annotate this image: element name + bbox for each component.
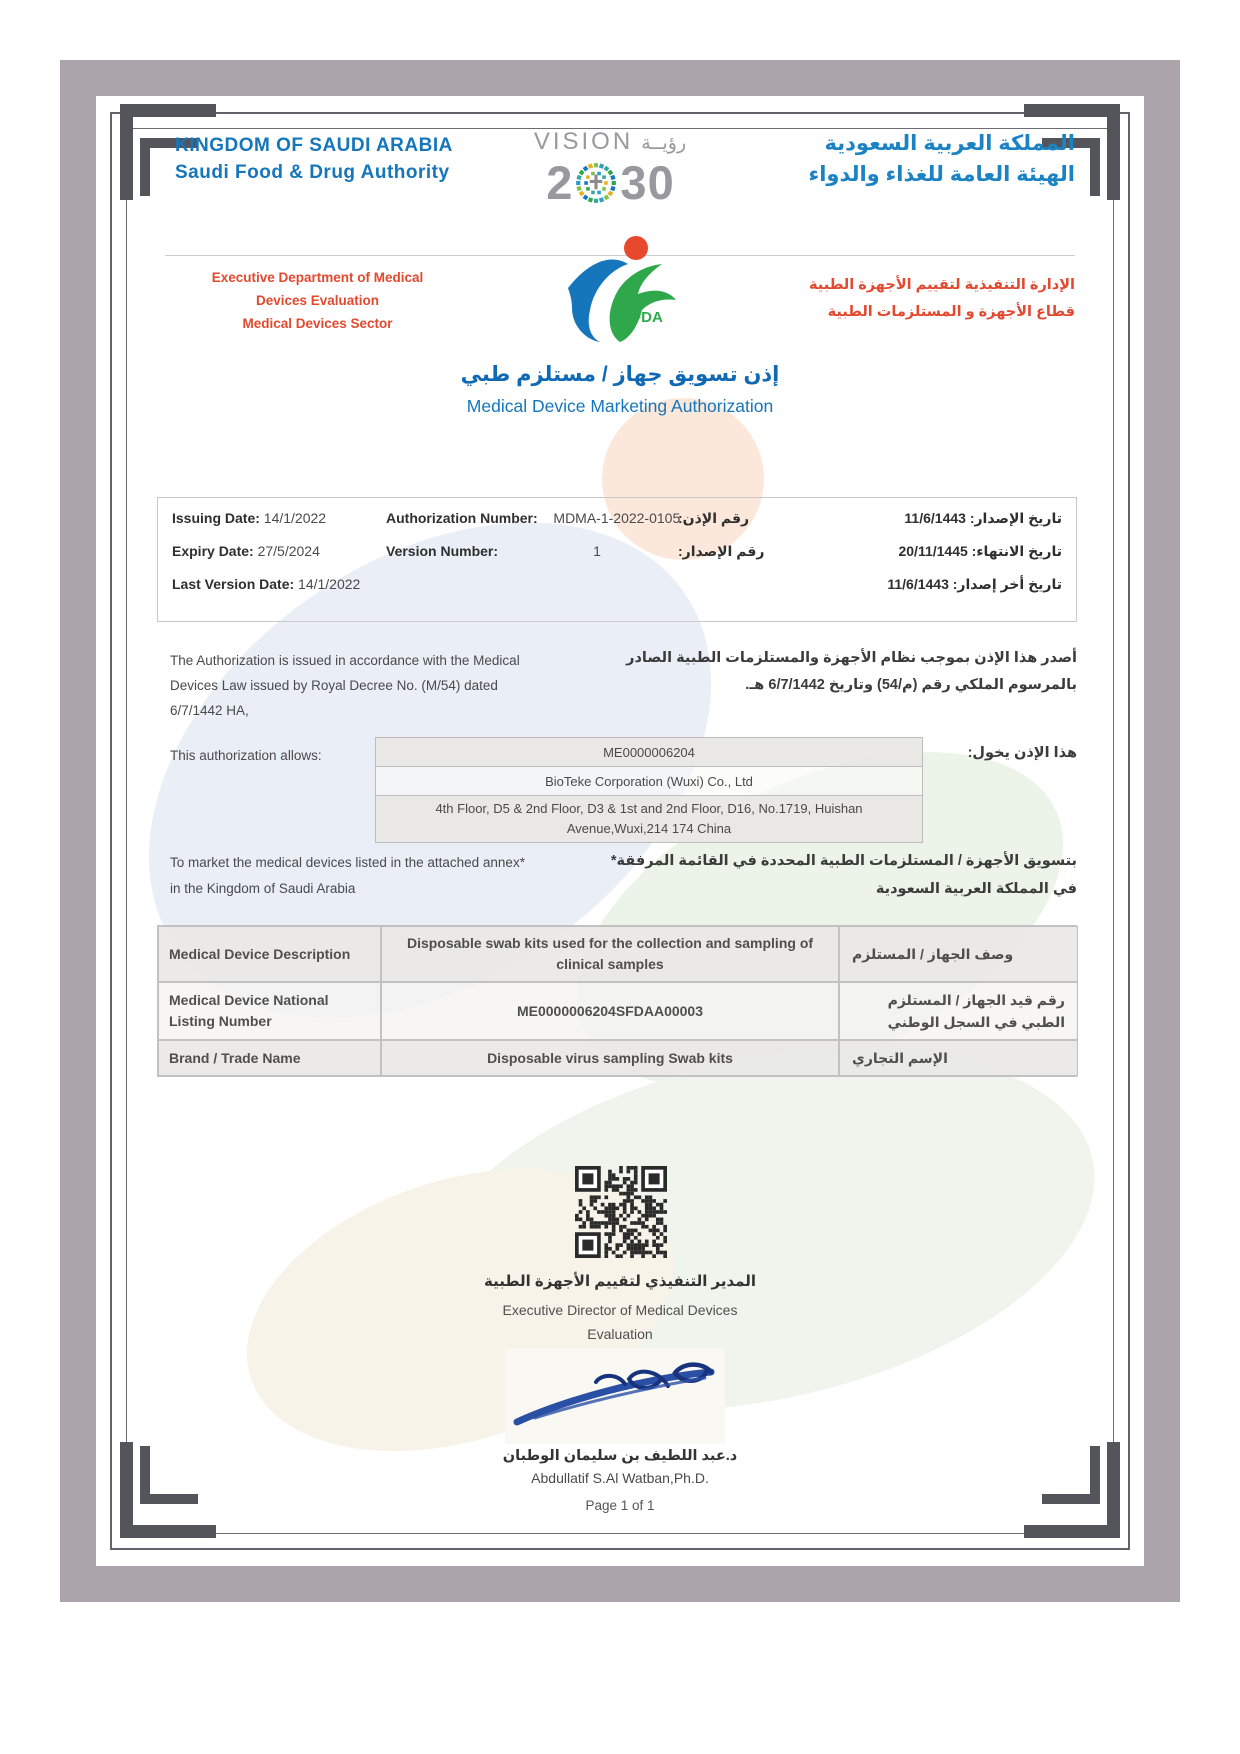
- document-title-english: Medical Device Marketing Authorization: [466, 396, 774, 416]
- company-name: BioTeke Corporation (Wuxi) Co., Ltd: [376, 767, 922, 796]
- last-version-date-label: Last Version Date:: [172, 576, 295, 592]
- market-en-line1: To market the medical devices listed in the attached annex*: [170, 855, 525, 870]
- issuing-date: [172, 510, 412, 526]
- expiry-date: [172, 543, 412, 559]
- dept-ar-line1: الإدارة التنفيذية لتقييم الأجهزة الطبية: [809, 277, 1075, 293]
- sfda-logo-icon: [550, 230, 690, 348]
- org-name-english: [175, 132, 453, 186]
- role-en-line2: Evaluation: [587, 1326, 653, 1342]
- vision-word: VISION: [533, 128, 634, 155]
- info-row-1: [158, 510, 1076, 536]
- version-number: [386, 543, 696, 559]
- device-table: [157, 925, 1077, 1077]
- vision-digit-2: 2: [546, 156, 573, 209]
- authorization-number-value: MDMA-1-2022-0105: [553, 510, 681, 526]
- signatory-name-english: Abdullatif S.Al Watban,Ph.D.: [531, 1470, 709, 1486]
- device-listing-number-value: ME0000006204SFDAA00003: [381, 982, 839, 1040]
- role-en-line1: Executive Director of Medical Devices: [502, 1302, 738, 1318]
- department-english: [180, 266, 455, 335]
- market-paragraph-arabic: [611, 847, 1077, 903]
- issuing-date-value: 14/1/2022: [263, 510, 327, 526]
- device-description-label-ar: وصف الجهاز / المستلزم: [839, 926, 1078, 982]
- law-en-line2: Devices Law issued by Royal Decree No. (M/54) dated: [170, 678, 498, 693]
- vision-palm-emblem-icon: [573, 160, 619, 206]
- law-en-line3: 6/7/1442 HA,: [170, 703, 249, 718]
- qr-code-icon: [575, 1166, 667, 1258]
- version-number-label: Version Number:: [386, 543, 499, 559]
- vision-digit-3: 3: [620, 156, 647, 209]
- version-number-value: 1: [593, 543, 601, 559]
- signatory-role-arabic: المدير التنفيذي لتقييم الأجهزة الطبية: [484, 1273, 756, 1290]
- law-en-line1: The Authorization is issued in accordance with the Medical: [170, 653, 520, 668]
- vision-digit-0: 0: [647, 156, 674, 209]
- expiry-date-ar: تاريخ الانتهاء: 20/11/1445: [898, 543, 1062, 559]
- version-number-label-ar: رقم الإصدار:: [678, 543, 765, 559]
- company-box: [375, 737, 923, 843]
- dept-ar-line2: قطاع الأجهزة و المستلزمات الطبية: [827, 304, 1075, 320]
- market-ar-line2: في المملكة العربية السعودية: [875, 881, 1077, 897]
- org-name-en-line1: KINGDOM OF SAUDI ARABIA: [175, 135, 453, 156]
- company-address: [376, 796, 922, 842]
- page-number: Page 1 of 1: [585, 1498, 655, 1513]
- vision-2030-logo: [510, 128, 710, 208]
- vision-arabic: رؤيــة: [641, 133, 687, 154]
- authorization-number-label-ar: رقم الإذن:: [678, 510, 750, 526]
- sfda-logo-text: SFDA: [622, 309, 663, 326]
- brand-name-value: Disposable virus sampling Swab kits: [381, 1040, 839, 1076]
- authorization-allows-label-en: This authorization allows:: [170, 748, 322, 763]
- dept-en-line1: Executive Department of Medical: [211, 270, 424, 285]
- dept-en-line3: Medical Devices Sector: [242, 316, 393, 331]
- signatory-name-arabic: د.عبد اللطيف بن سليمان الوطبان: [502, 1448, 738, 1464]
- signatory-role-english: [0, 1298, 1240, 1346]
- sfda-logo: [550, 230, 690, 348]
- authorization-number: [386, 510, 696, 526]
- authorization-number-label: Authorization Number:: [386, 510, 538, 526]
- document-title-arabic: إذن تسويق جهاز / مستلزم طبي: [460, 363, 780, 386]
- company-establishment-id: ME0000006204: [376, 738, 922, 767]
- last-version-date-value: 14/1/2022: [298, 576, 361, 592]
- brand-name-label: Brand / Trade Name: [158, 1040, 381, 1076]
- market-paragraph-english: [170, 850, 525, 902]
- org-name-ar-line2: الهيئة العامة للغذاء والدواء: [808, 163, 1075, 186]
- info-row-3: [158, 576, 1076, 602]
- law-paragraph-english: [170, 648, 620, 723]
- device-listing-number-label: Medical Device National Listing Number: [158, 982, 381, 1040]
- expiry-date-value: 27/5/2024: [257, 543, 320, 559]
- org-name-arabic: [808, 128, 1075, 190]
- market-ar-line1: بتسويق الأجهزة / المستلزمات الطبية المحددة في القائمة المرفقة*: [610, 853, 1077, 869]
- brand-name-label-ar: الإسم التجاري: [839, 1040, 1078, 1076]
- company-address-line1: 4th Floor, D5 & 2nd Floor, D3 & 1st and 2nd Floor, D16, No.1719, Huishan: [435, 801, 863, 816]
- info-row-2: [158, 543, 1076, 569]
- issuing-date-ar: تاريخ الإصدار: 11/6/1443: [904, 510, 1062, 526]
- law-ar-line1: أصدر هذا الإذن بموجب نظام الأجهزة والمستلزمات الطبية الصادر: [626, 650, 1077, 666]
- authorization-allows-label-ar: هذا الإذن يخول:: [967, 745, 1077, 761]
- law-ar-line2: بالمرسوم الملكي رقم (م/54) وتاريخ 6/7/1442 هـ.: [745, 677, 1077, 693]
- last-version-date: [172, 576, 412, 592]
- device-description-label: Medical Device Description: [158, 926, 381, 982]
- issuing-date-label: Issuing Date:: [172, 510, 260, 526]
- market-en-line2: in the Kingdom of Saudi Arabia: [170, 881, 356, 896]
- company-address-line2: Avenue,Wuxi,214 174 China: [566, 821, 732, 836]
- expiry-date-label: Expiry Date:: [172, 543, 254, 559]
- signature-scribble-icon: [505, 1348, 725, 1444]
- authorization-info-panel: [157, 497, 1077, 622]
- department-arabic: [745, 272, 1075, 326]
- org-name-ar-line1: المملكة العربية السعودية: [824, 132, 1075, 155]
- signature-image: [505, 1348, 725, 1444]
- device-description-value: Disposable swab kits used for the collection and sampling of clinical samples: [381, 926, 839, 982]
- last-version-date-ar: تاريخ أخر إصدار: 11/6/1443: [887, 576, 1062, 592]
- law-paragraph-arabic: [597, 645, 1077, 699]
- device-listing-number-label-ar: رقم قيد الجهاز / المستلزم الطبي في السجل الوطني: [839, 982, 1078, 1040]
- dept-en-line2: Devices Evaluation: [255, 293, 380, 308]
- qr-code: [575, 1166, 667, 1258]
- org-name-en-line2: Saudi Food & Drug Authority: [175, 162, 450, 183]
